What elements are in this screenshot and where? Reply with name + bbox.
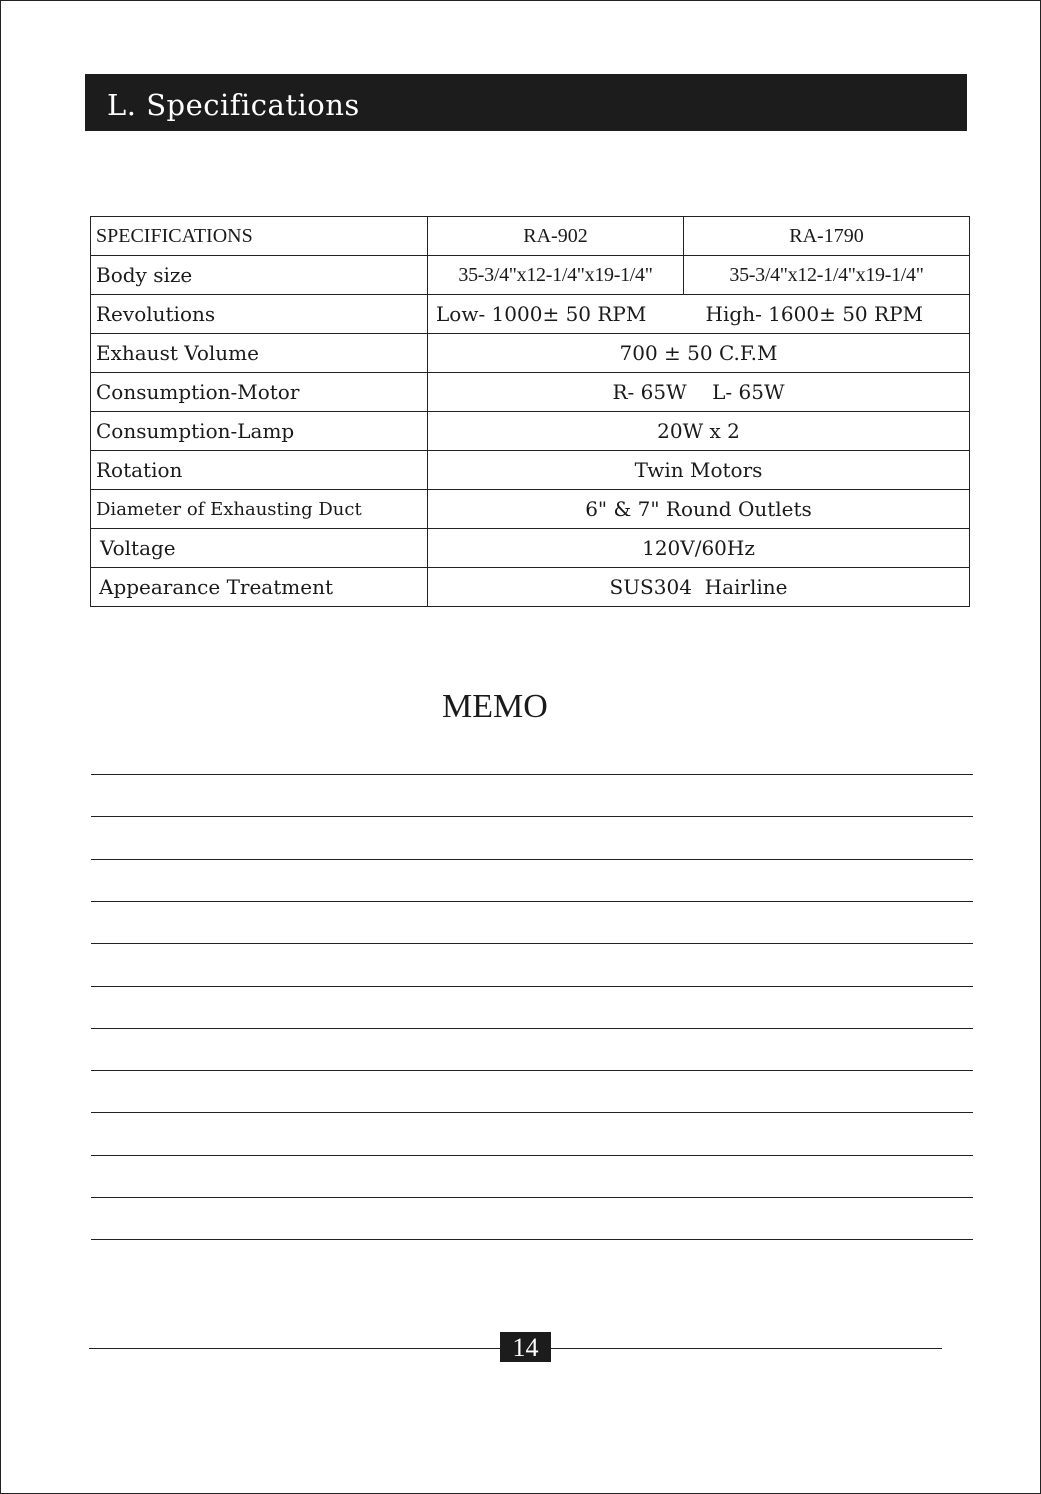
memo-title: MEMO [442,688,548,725]
consumption-lamp-value: 20W x 2 [428,412,970,451]
table-row [91,529,970,568]
row-label-duct-diameter: Diameter of Exhausting Duct [91,490,428,529]
row-label-consumption-lamp: Consumption-Lamp [91,412,428,451]
body-size-ra-902: 35-3/4"x12-1/4"x19-1/4" [428,256,684,295]
table-row [91,295,970,334]
section-header [85,74,967,131]
table-row [91,490,970,529]
section-title: L. Specifications [107,88,360,122]
row-label-rotation: Rotation [91,451,428,490]
body-size-ra-1790: 35-3/4"x12-1/4"x19-1/4" [684,256,970,295]
column-header-specifications: SPECIFICATIONS [91,217,428,256]
memo-line [91,1197,973,1198]
table-row [91,568,970,607]
table-row [91,451,970,490]
memo-line [91,1028,973,1029]
exhaust-volume-value: 700 ± 50 C.F.M [428,334,970,373]
row-label-revolutions: Revolutions [91,295,428,334]
memo-line [91,943,973,944]
specifications-table [90,216,970,607]
table-row [91,334,970,373]
memo-line [91,1155,973,1156]
memo-line [91,816,973,817]
appearance-value: SUS304 Hairline [428,568,970,607]
row-label-body-size: Body size [91,256,428,295]
consumption-motor-value: R- 65W L- 65W [428,373,970,412]
table-row [91,256,970,295]
column-header-ra-1790: RA-1790 [684,217,970,256]
page-number: 14 [500,1332,551,1362]
duct-diameter-value: 6" & 7" Round Outlets [428,490,970,529]
voltage-value: 120V/60Hz [428,529,970,568]
table-row [91,373,970,412]
memo-line [91,986,973,987]
row-label-consumption-motor: Consumption-Motor [91,373,428,412]
revolutions-high: High- 1600± 50 RPM [705,302,923,326]
row-label-exhaust-volume: Exhaust Volume [91,334,428,373]
column-header-ra-902: RA-902 [428,217,684,256]
memo-line [91,1112,973,1113]
memo-line [91,1239,973,1240]
memo-line [91,859,973,860]
row-label-voltage: Voltage [91,529,428,568]
memo-line [91,1070,973,1071]
revolutions-low: Low- 1000± 50 RPM [436,302,647,326]
table-header-row [91,217,970,256]
revolutions-value [428,295,970,334]
row-label-appearance: Appearance Treatment [91,568,428,607]
rotation-value: Twin Motors [428,451,970,490]
memo-line [91,901,973,902]
memo-line [91,774,973,775]
table-row [91,412,970,451]
